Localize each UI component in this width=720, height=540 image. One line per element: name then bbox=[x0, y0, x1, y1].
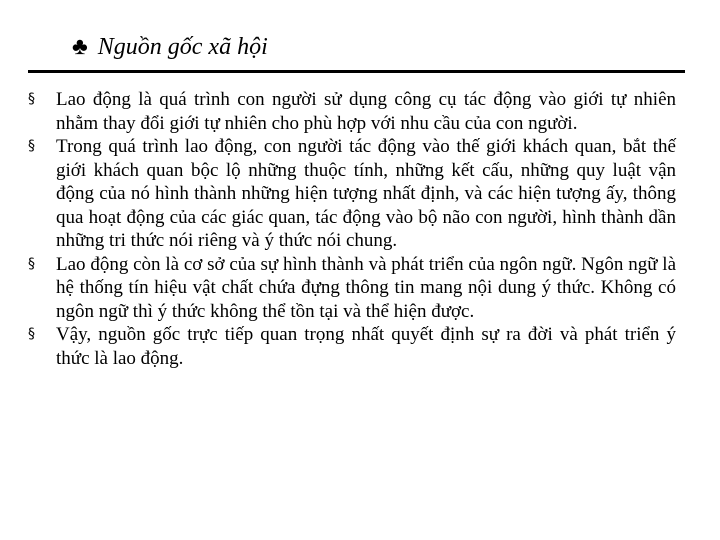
club-icon: ♣ bbox=[72, 34, 88, 60]
slide-title bbox=[72, 30, 268, 64]
bullet-item-conclusion bbox=[28, 323, 676, 370]
bullet-square-icon: § bbox=[28, 326, 35, 342]
bullet-text: Lao động còn là cơ sở của sự hình thành và phát triển của ngôn ngữ. Ngôn ngữ là hệ thống tín hiệu vật chất chứa đựng thông tin mang nội dung ý thức. Không có ngôn ngữ thì ý thức không thể tồn tại và thể hiện được. bbox=[56, 253, 676, 322]
bullet-text: Lao động là quá trình con người sử dụng công cụ tác động vào giới tự nhiên nhằm thay đổi giới tự nhiên cho phù hợp với nhu cầu của con người. bbox=[56, 89, 676, 134]
bullet-item-labor-definition bbox=[28, 88, 676, 135]
bullet-text: Trong quá trình lao động, con người tác động vào thế giới khách quan, bắt thế giới khách quan bộc lộ những thuộc tính, những kết cấu, những quy luật vận động của nó hình thành những hiện tượng nhất định, và các hiện tượng ấy, thông qua hoạt động của các giác quan, tác động vào bộ não con người, hình thành dần những tri thức nói riêng và ý thức nói chung. bbox=[56, 136, 676, 251]
bullet-square-icon: § bbox=[28, 138, 35, 154]
bullet-square-icon: § bbox=[28, 91, 35, 107]
bullet-item-labor-process bbox=[28, 135, 676, 253]
bullet-square-icon: § bbox=[28, 255, 35, 272]
slide-title-text: Nguồn gốc xã hội bbox=[97, 34, 268, 60]
bullet-item-language bbox=[28, 253, 676, 324]
title-divider bbox=[28, 70, 685, 73]
bullet-list bbox=[28, 88, 676, 370]
bullet-text: Vậy, nguồn gốc trực tiếp quan trọng nhất quyết định sự ra đời và phát triển ý thức là lao động. bbox=[56, 324, 676, 369]
